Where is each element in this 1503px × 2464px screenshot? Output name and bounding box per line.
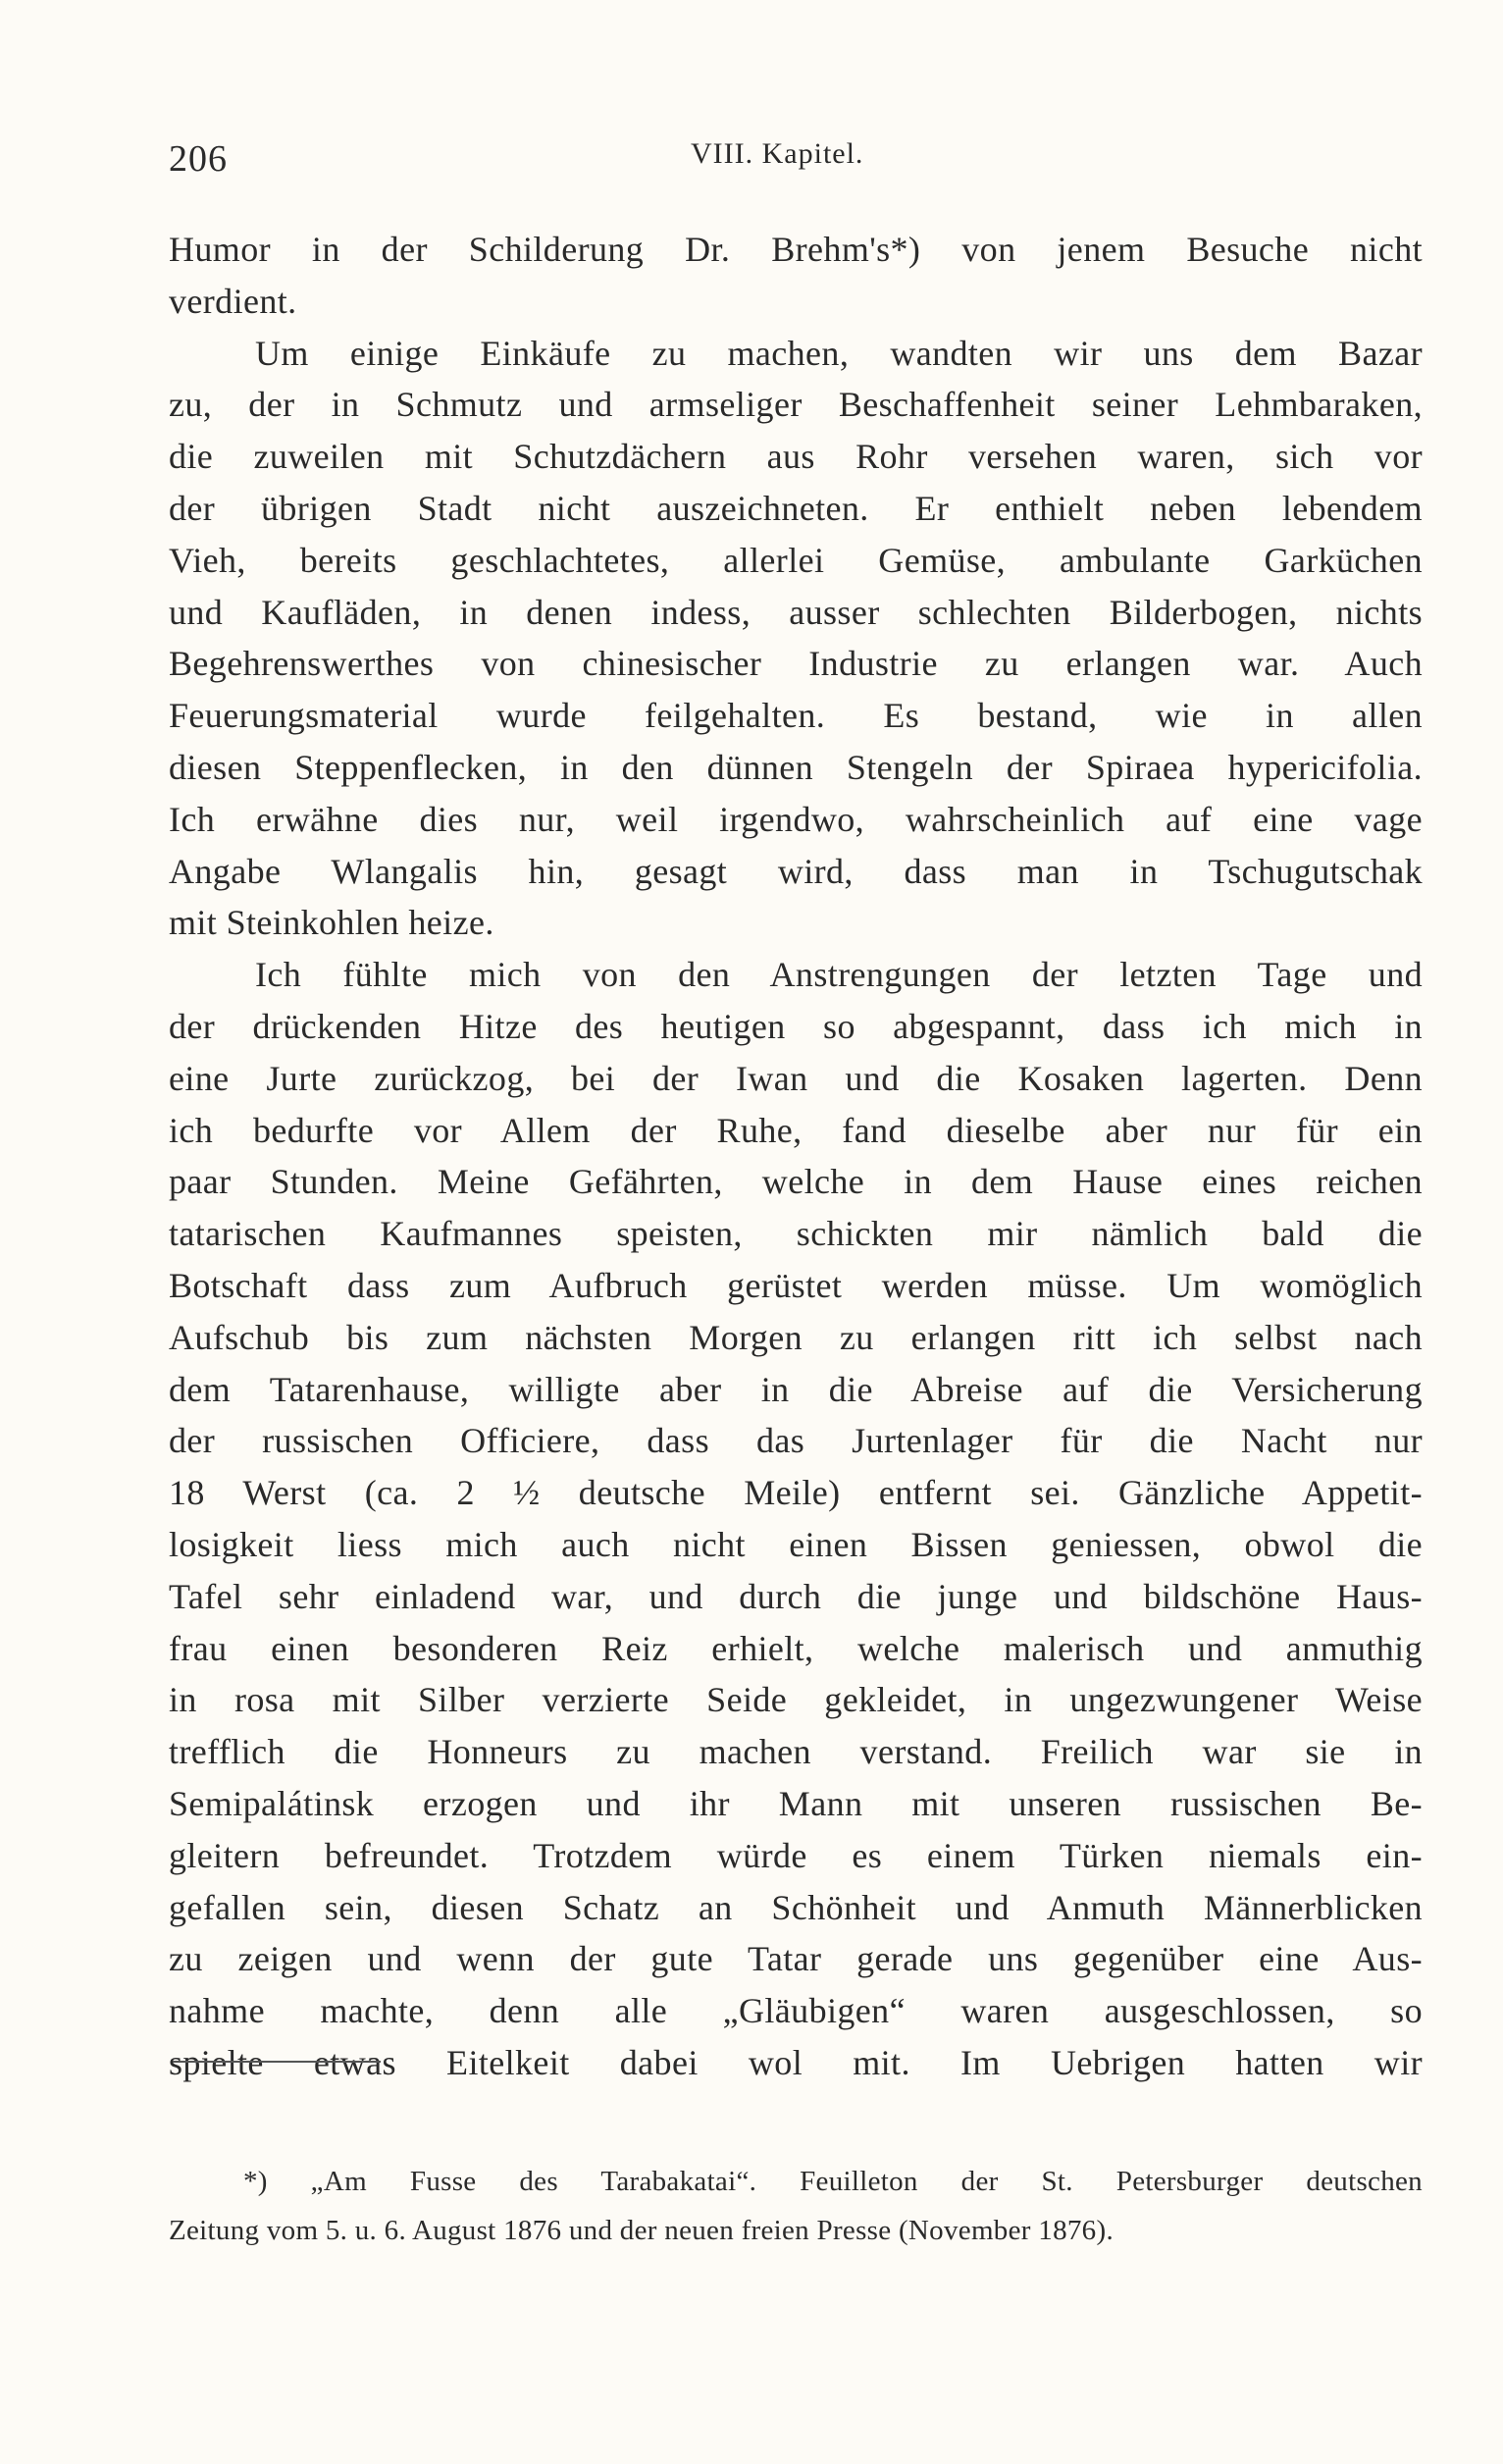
text-line: dem Tatarenhause, willigte aber in die Abreise auf die Versicherung bbox=[169, 1369, 1423, 1409]
text-line: der drückenden Hitze des heutigen so abgespannt, dass ich mich in bbox=[169, 1006, 1423, 1046]
page-header bbox=[169, 137, 1423, 186]
text-line: Botschaft dass zum Aufbruch gerüstet werden müsse. Um womöglich bbox=[169, 1265, 1423, 1305]
text-line: Angabe Wlangalis hin, gesagt wird, dass man in Tschugutschak bbox=[169, 851, 1423, 891]
text-line: Ich fühlte mich von den Anstrengungen der letzten Tage und bbox=[255, 955, 1423, 995]
footnote-divider bbox=[173, 2061, 381, 2063]
text-line: mit Steinkohlen heize. bbox=[169, 903, 494, 943]
text-line: verdient. bbox=[169, 281, 297, 321]
running-head: VIII. Kapitel. bbox=[691, 137, 864, 170]
text-line: Ich erwähne dies nur, weil irgendwo, wahrscheinlich auf eine vage bbox=[169, 799, 1423, 839]
text-line: Um einige Einkäufe zu machen, wandten wir uns dem Bazar bbox=[255, 333, 1423, 373]
text-line: tatarischen Kaufmannes speisten, schickten mir nämlich bald die bbox=[169, 1214, 1423, 1254]
text-line: Tafel sehr einladend war, und durch die junge und bildschöne Haus- bbox=[169, 1576, 1423, 1616]
text-line: der übrigen Stadt nicht auszeichneten. Er enthielt neben lebendem bbox=[169, 488, 1423, 528]
text-line: spielte etwas Eitelkeit dabei wol mit. Im Uebrigen hatten wir bbox=[169, 2042, 1423, 2082]
text-line: die zuweilen mit Schutzdächern aus Rohr versehen waren, sich vor bbox=[169, 437, 1423, 477]
text-line: Aufschub bis zum nächsten Morgen zu erlangen ritt ich selbst nach bbox=[169, 1317, 1423, 1357]
text-line: Humor in der Schilderung Dr. Brehm's*) von jenem Besuche nicht bbox=[169, 230, 1423, 269]
footnote-line: *) „Am Fusse des Tarabakatai“. Feuilleton der St. Petersburger deutschen bbox=[243, 2166, 1423, 2197]
text-line: frau einen besonderen Reiz erhielt, welche malerisch und anmuthig bbox=[169, 1628, 1423, 1668]
page-number: 206 bbox=[169, 138, 228, 180]
text-line: und Kaufläden, in denen indess, ausser schlechten Bilderbogen, nichts bbox=[169, 592, 1423, 632]
text-line: gleitern befreundet. Trotzdem würde es einem Türken niemals ein- bbox=[169, 1835, 1423, 1875]
text-line: der russischen Officiere, dass das Jurtenlager für die Nacht nur bbox=[169, 1421, 1423, 1461]
footnote-line: Zeitung vom 5. u. 6. August 1876 und der neuen freien Presse (November 1876). bbox=[169, 2215, 1114, 2246]
text-line: nahme machte, denn alle „Gläubigen“ waren ausgeschlossen, so bbox=[169, 1991, 1423, 2031]
text-line: eine Jurte zurückzog, bei der Iwan und die Kosaken lagerten. Denn bbox=[169, 1058, 1423, 1098]
text-line: Begehrenswerthes von chinesischer Industrie zu erlangen war. Auch bbox=[169, 644, 1423, 684]
text-line: Semipalátinsk erzogen und ihr Mann mit unseren russischen Be- bbox=[169, 1783, 1423, 1823]
text-line: Vieh, bereits geschlachtetes, allerlei Gemüse, ambulante Garküchen bbox=[169, 540, 1423, 580]
text-line: trefflich die Honneurs zu machen verstand. Freilich war sie in bbox=[169, 1732, 1423, 1772]
text-line: 18 Werst (ca. 2 ½ deutsche Meile) entfernt sei. Gänzliche Appetit- bbox=[169, 1473, 1423, 1513]
text-line: zu, der in Schmutz und armseliger Beschaffenheit seiner Lehmbaraken, bbox=[169, 385, 1423, 425]
text-line: losigkeit liess mich auch nicht einen Bissen geniessen, obwol die bbox=[169, 1524, 1423, 1564]
text-line: diesen Steppenflecken, in den dünnen Stengeln der Spiraea hypericifolia. bbox=[169, 747, 1423, 787]
text-line: gefallen sein, diesen Schatz an Schönheit und Anmuth Männerblicken bbox=[169, 1887, 1423, 1927]
body-text bbox=[169, 224, 1423, 2089]
footnotes bbox=[169, 2157, 1423, 2255]
text-line: paar Stunden. Meine Gefährten, welche in dem Hause eines reichen bbox=[169, 1162, 1423, 1202]
text-line: in rosa mit Silber verzierte Seide gekleidet, in ungezwungener Weise bbox=[169, 1680, 1423, 1720]
text-line: Feuerungsmaterial wurde feilgehalten. Es bestand, wie in allen bbox=[169, 696, 1423, 736]
text-line: zu zeigen und wenn der gute Tatar gerade uns gegenüber eine Aus- bbox=[169, 1939, 1423, 1979]
text-line: ich bedurfte vor Allem der Ruhe, fand dieselbe aber nur für ein bbox=[169, 1110, 1423, 1150]
